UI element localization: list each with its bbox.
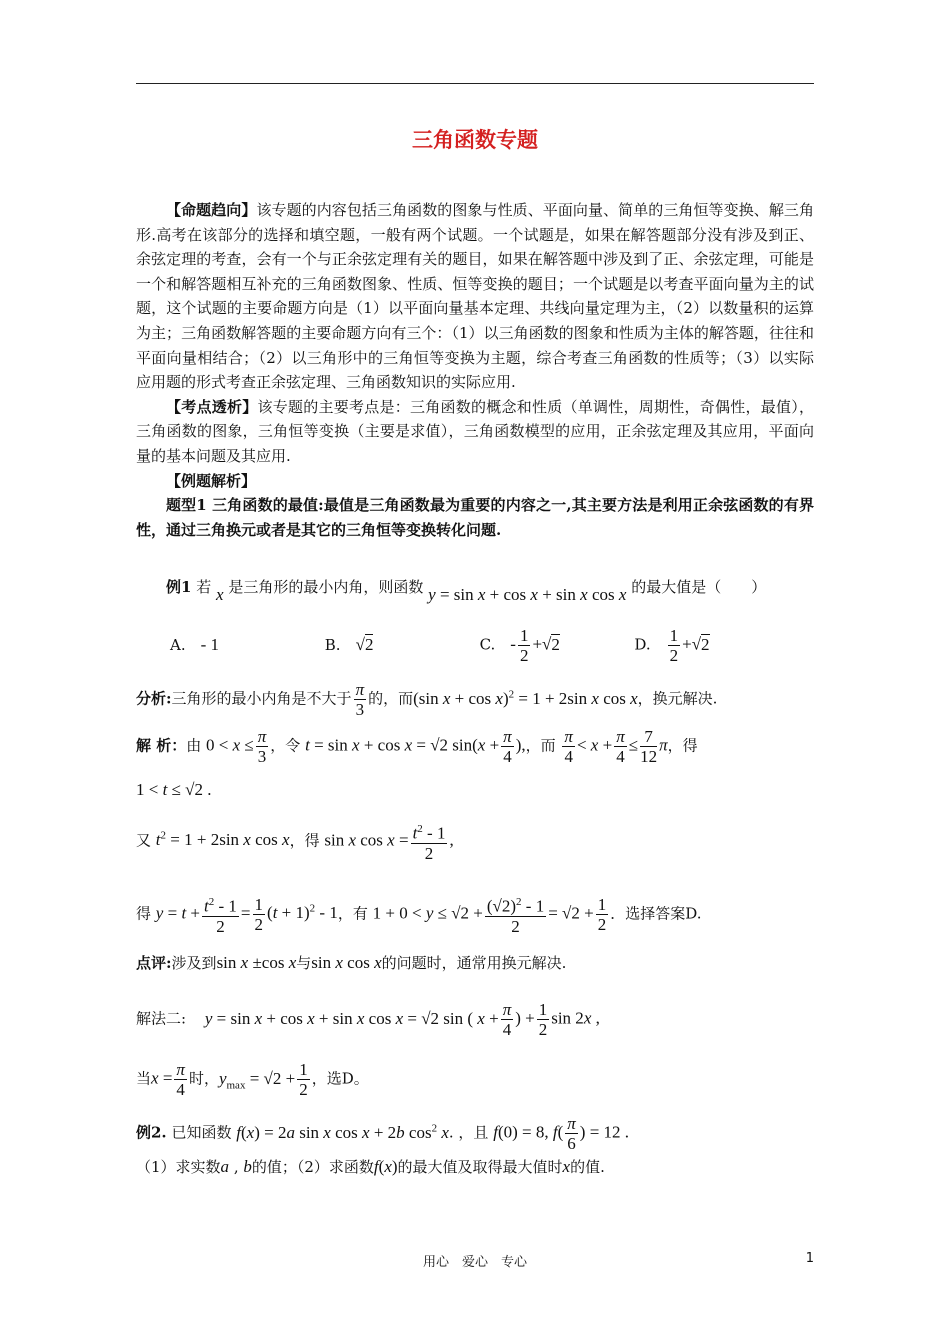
footer-text: 用心 爱心 专心 bbox=[422, 1255, 527, 1270]
fenxi-line: 分析:三角形的最小内角是不大于 $\frac{\pi}{3}$ 的，而(sin x + cos x)$^2$ = 1 + 2sin x cos x，换元解决. bbox=[136, 680, 718, 719]
analysis-text: 该专题的主要考点是：三角函数的概念和性质（单调性，周期性，奇偶性，最值），三角函数的图象，三角恒等变换（主要是求值），三角函数模型的应用，正余弦定理及其应用，平面向量的基本问题及其应用. bbox=[136, 397, 814, 465]
option-d[interactable]: D. $\frac{1}{2}$ +√2 bbox=[634, 626, 710, 665]
type1-paragraph: 题型1 三角函数的最值:最值是三角函数最为重要的内容之一,其主要方法是利用正余弦函数的有界性，通过三角换元或者是其它的三角恒等变换转化问题. bbox=[136, 496, 814, 539]
t-range-line: 1 < t ≤ √2 . bbox=[136, 780, 212, 799]
example1-options bbox=[136, 626, 814, 665]
example1-line: 例1 若 x 是三角形的最小内角，则函数 y = sin x + cos x + sin x cos x 的最大值是（ ） bbox=[166, 578, 767, 604]
dang-line: 当x = $\frac{\pi}{4}$ 时，$y_{max} = √2$ + $\frac{1}{2}$ ，选D。 bbox=[136, 1060, 369, 1099]
intro-heading: 【命题趋向】 bbox=[166, 201, 257, 219]
analysis-heading: 【考点透析】 bbox=[166, 397, 258, 416]
analysis-paragraph bbox=[136, 395, 814, 469]
jiexi-line: 解 析：由 0 < x ≤ $\frac{\pi}{3}$ ，令 t = sin x + cos x = √2 sin(x + $\frac{\pi}{4}$ ),，而 $\frac{\pi}{4}$ < x + $\frac{\pi}{4}$ ≤ $\frac{7}{12}$ π，得 bbox=[136, 727, 698, 766]
option-c[interactable]: C. - $\frac{1}{2}$ +√2 bbox=[479, 626, 560, 665]
example1-label: 例1 bbox=[166, 578, 192, 596]
intro-text: 该专题的内容包括三角函数的图象与性质、平面向量、简单的三角恒等变换、解三角形.高考在该部分的选择和填空题，一般有两个试题。一个试题是，如果在解答题部分没有涉及到正、余弦定理的考查，会有一个与正余弦定理有关的题目，如果在解答题中涉及到了正、余弦定理，可能是一个和解答题相互补充的三角函数图象、性质、恒等变换的题目；一个试题是以考查平面向量为主的试题，这个试题的主要命题方向是（1）以平面向量基本定理、共线向量定理为主，（2）以数量积的运算为主；三角函数解答题的主要命题方向有三个：（1）以三角函数的图象和性质为主体的解答题，往往和平面向量相结合；（2）以三角形中的三角恒等变换为主题，综合考查三角函数的性质等；（3）以实际应用题的形式考查正余弦定理、三角函数知识的实际应用. bbox=[136, 201, 814, 392]
dianping-heading: 点评: bbox=[136, 954, 172, 972]
jiefa2-line: 解法二: y = sin x + cos x + sin x cos x = √2 sin ( x + $\frac{\pi}{4}$ ) + $\frac{1}{2}$ sin 2x , bbox=[136, 1000, 600, 1039]
intro-paragraph bbox=[136, 198, 814, 395]
option-b[interactable]: B. √2 bbox=[324, 634, 374, 654]
option-a[interactable]: A. - 1 bbox=[170, 634, 220, 654]
de-line: 得 y = t + $\frac{t^2 - 1}{2}$ = $\frac{1}{2}$ $(t + 1)^2 - 1$，有 1 + 0 < y ≤ √2 + $\frac{(√2)^2 - 1}{2}$ = √2 + $\frac{1}{2}$ ．选择答案D. bbox=[136, 894, 702, 936]
example2-label: 例2. bbox=[136, 1123, 167, 1142]
jiexi-heading: 解 析： bbox=[136, 736, 187, 755]
header-rule bbox=[136, 83, 814, 84]
jiefa2-label: 解法二: bbox=[136, 1009, 187, 1028]
page-number: 1 bbox=[805, 1251, 814, 1266]
examples-heading: 【例题解析】 bbox=[166, 471, 257, 490]
body-text bbox=[136, 198, 814, 542]
you-line: 又 $t^2 = 1 + 2\sin$ x cos x，得 sin x cos x = $\frac{t^2 - 1}{2}$ , bbox=[136, 820, 814, 863]
dianping-line: 点评:涉及到sin x ±cos x与sin x cos x的问题时，通常用换元解决. bbox=[136, 953, 567, 972]
fenxi-heading: 分析: bbox=[136, 689, 172, 708]
example2-line: 例2. 已知函数 f(x) = 2a sin x cos x + 2b $\cos^2 x$. ，且 f(0) = 8, f( $\frac{\pi}{6}$ ) = 12 . bbox=[136, 1114, 630, 1153]
page-title: 三角函数专题 bbox=[412, 128, 538, 152]
example2-questions: （1）求实数a , b的值；（2）求函数f(x)的最大值及取得最大值时x的值. bbox=[136, 1157, 605, 1176]
